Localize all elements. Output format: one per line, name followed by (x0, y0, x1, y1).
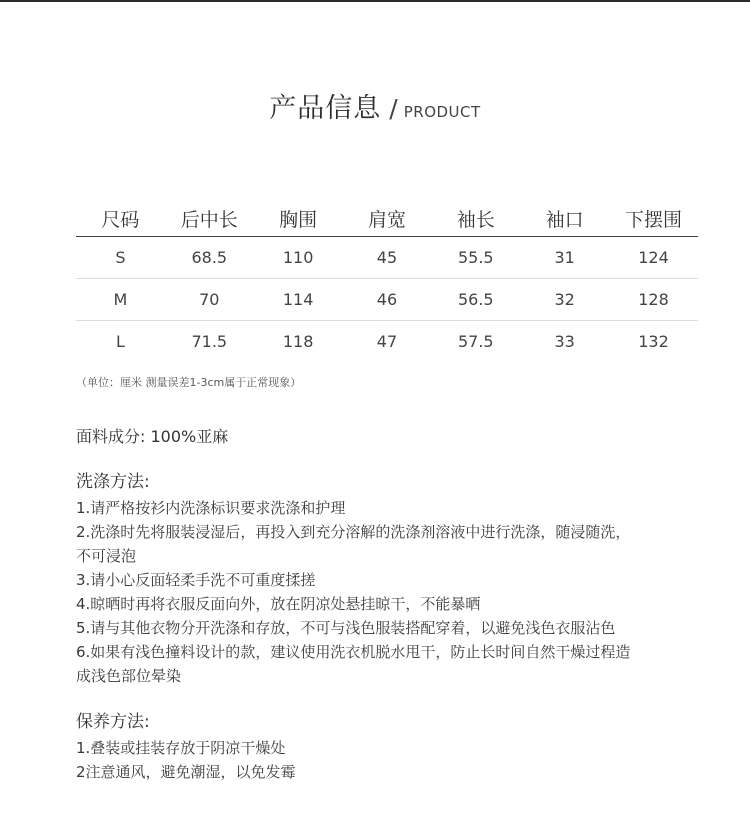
size-table-header-row (76, 200, 698, 237)
wash-line: 4.晾晒时再将衣服反面向外，放在阴凉处悬挂晾干，不能暴晒 (76, 595, 481, 613)
table-cell: 128 (609, 279, 698, 321)
title-slash: / (389, 94, 398, 123)
page-title: 产品信息 (269, 93, 382, 124)
table-cell: 55.5 (431, 237, 520, 279)
page-subtitle: PRODUCT (403, 103, 481, 121)
table-cell: 114 (254, 279, 343, 321)
top-divider (0, 0, 750, 2)
care-line: 1.叠装或挂装存放于阴凉干燥处 (76, 739, 286, 757)
column-header-back-length: 后中长 (165, 200, 254, 237)
wash-line: 成浅色部位晕染 (76, 667, 182, 685)
care-instructions (76, 708, 716, 784)
wash-title: 洗涤方法: (76, 472, 150, 492)
column-header-shoulder: 肩宽 (343, 200, 432, 237)
table-cell: 68.5 (165, 237, 254, 279)
fabric-composition: 面料成分: 100%亚麻 (76, 427, 229, 446)
column-header-chest: 胸围 (254, 200, 343, 237)
wash-line: 2.洗涤时先将服装浸湿后，再投入到充分溶解的洗涤剂溶液中进行洗涤，随浸随洗， (76, 523, 631, 541)
wash-line: 5.请与其他衣物分开洗涤和存放，不可与浅色服装搭配穿着，以避免浅色衣服沾色 (76, 619, 616, 637)
table-cell: 70 (165, 279, 254, 321)
measurement-note: （单位：厘米 测量误差1-3cm属于正常现象） (76, 376, 302, 389)
wash-line: 不可浸泡 (76, 547, 137, 565)
care-line: 2注意通风，避免潮湿，以免发霉 (76, 763, 296, 781)
table-cell: 45 (343, 237, 432, 279)
page-header (0, 86, 750, 125)
table-cell: M (76, 279, 165, 321)
table-cell: 33 (554, 332, 575, 351)
table-cell: 71.5 (191, 332, 228, 351)
wash-line: 6.如果有浅色撞料设计的款，建议使用洗衣机脱水甩干，防止长时间自然干燥过程造 (76, 643, 631, 661)
table-cell: 110 (254, 237, 343, 279)
table-row (76, 237, 698, 279)
table-cell: 118 (282, 332, 314, 351)
table-cell: L (115, 332, 125, 351)
table-cell: 32 (520, 279, 609, 321)
table-cell: 47 (376, 332, 398, 351)
wash-line: 3.请小心反面轻柔手洗不可重度揉搓 (76, 571, 316, 589)
table-cell: S (76, 237, 165, 279)
column-header-sleeve-length: 袖长 (431, 200, 520, 237)
table-row (76, 321, 698, 363)
table-row (76, 279, 698, 321)
table-cell: 57.5 (457, 332, 494, 351)
wash-instructions (76, 468, 716, 688)
care-title: 保养方法: (76, 712, 150, 732)
column-header-cuff: 袖口 (520, 200, 609, 237)
table-cell: 132 (638, 332, 669, 351)
wash-line: 1.请严格按衫内洗涤标识要求洗涤和护理 (76, 499, 346, 517)
size-table (76, 200, 698, 362)
column-header-size: 尺码 (76, 200, 165, 237)
table-cell: 31 (520, 237, 609, 279)
table-cell: 46 (343, 279, 432, 321)
column-header-hem: 下摆围 (609, 200, 698, 237)
table-cell: 124 (609, 237, 698, 279)
table-cell: 56.5 (431, 279, 520, 321)
